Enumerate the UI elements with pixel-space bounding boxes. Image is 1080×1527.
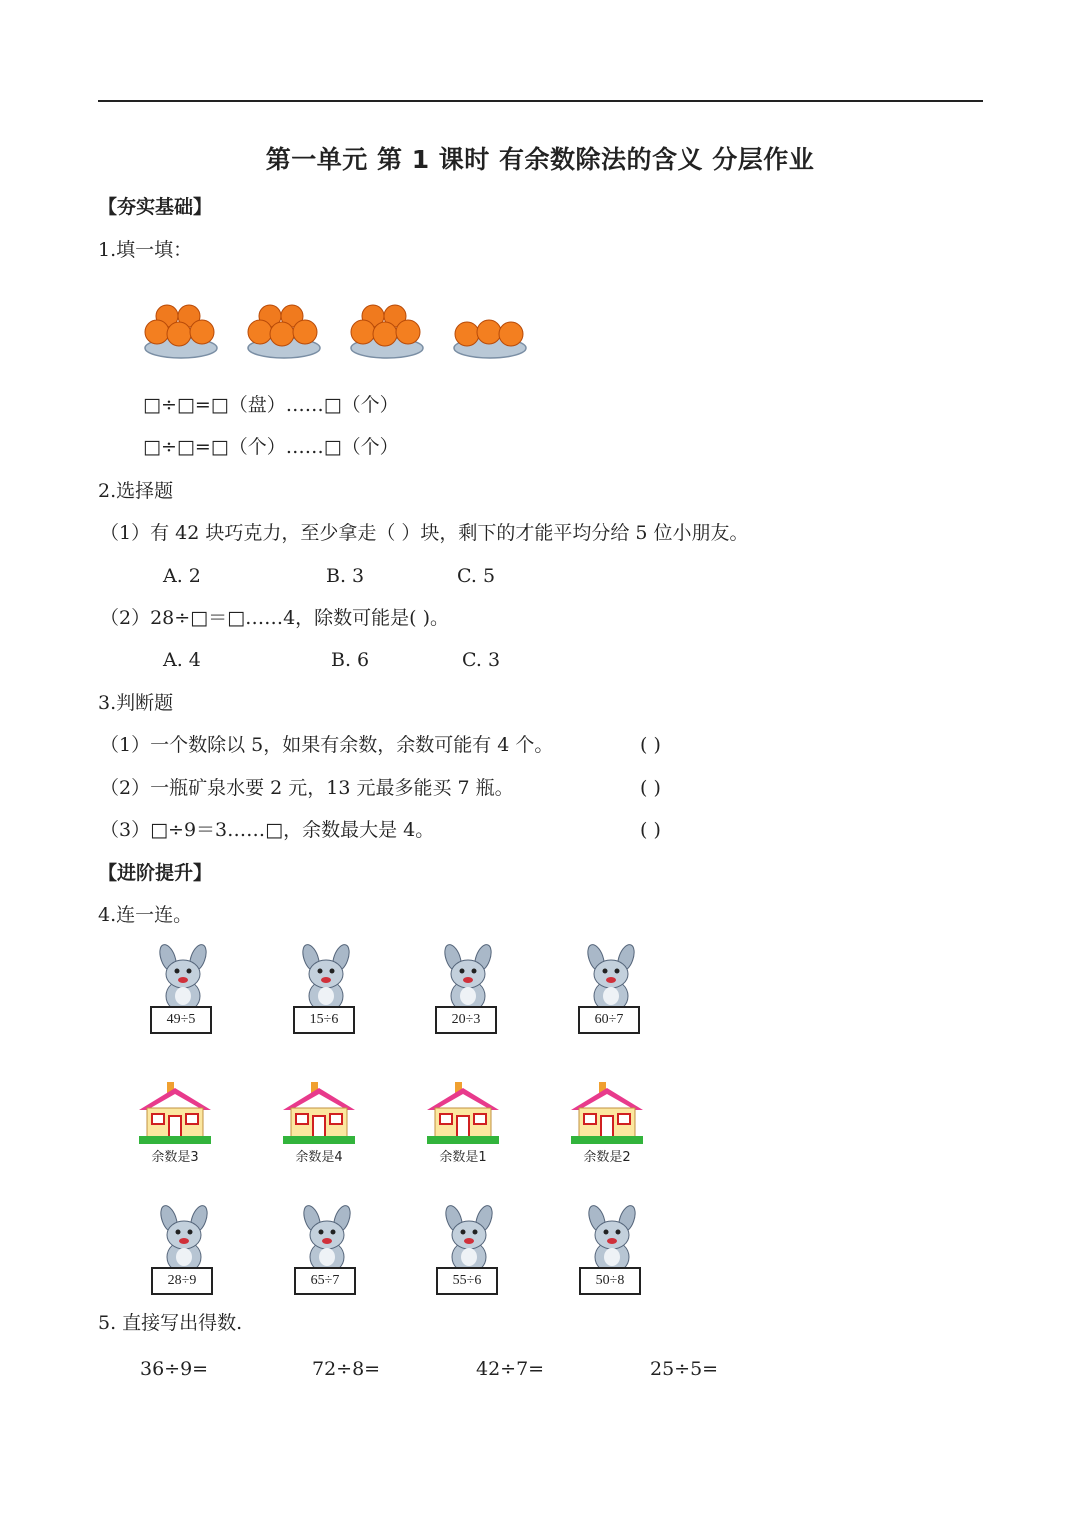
orange-plate-icon [349,296,425,362]
rabbit-card [146,944,226,1039]
division-card: 55÷6 [436,1267,498,1295]
orange-plate-icon [143,296,219,362]
fill-blank-line-1: □÷□=□（盘）……□（个） [143,394,399,416]
division-card: 15÷6 [293,1006,355,1034]
judge-item-2: （2）一瓶矿泉水要 2 元，13 元最多能买 7 瓶。 [100,777,514,799]
judge-answer-paren: ( ) [640,777,661,799]
orange-plate-icon [452,296,528,362]
fill-blank-line-2: □÷□=□（个）……□（个） [143,436,399,458]
judge-item-1: （1）一个数除以 5，如果有余数，余数可能有 4 个。 [100,734,554,756]
division-card: 50÷8 [579,1267,641,1295]
question-4-heading: 4.连一连。 [98,904,193,926]
rabbit-icon [289,944,369,1014]
house-card [425,1080,505,1172]
rabbit-icon [574,944,654,1014]
house-card [281,1080,361,1172]
option-a: A. 4 [163,649,201,671]
option-c: C. 5 [457,565,496,587]
option-b: B. 3 [326,565,365,587]
judge-answer-paren: ( ) [640,734,661,756]
calc-item: 36÷9= [140,1358,209,1380]
division-card: 28÷9 [151,1267,213,1295]
division-card: 20÷3 [435,1006,497,1034]
question-2-1-text: （1）有 42 块巧克力，至少拿走（ ）块，剩下的才能平均分给 5 位小朋友。 [100,522,749,544]
rabbit-card [290,1205,370,1300]
rabbit-icon [431,944,511,1014]
division-card: 49÷5 [150,1006,212,1034]
house-card [137,1080,217,1172]
section-heading-advanced: 【进阶提升】 [98,862,213,884]
question-1-heading: 1.填一填： [98,239,193,261]
question-2-heading: 2.选择题 [98,480,174,502]
option-a: A. 2 [163,565,201,587]
option-b: B. 6 [331,649,370,671]
calc-item: 25÷5= [650,1358,719,1380]
rabbit-card [432,1205,512,1300]
rabbit-icon [575,1205,655,1275]
house-icon [569,1080,645,1146]
rabbit-icon [147,1205,227,1275]
judge-answer-paren: ( ) [640,819,661,841]
remainder-label: 余数是2 [583,1150,631,1165]
remainder-label: 余数是4 [295,1150,343,1165]
rabbit-card [431,944,511,1039]
rabbit-icon [432,1205,512,1275]
rabbit-card [147,1205,227,1300]
option-c: C. 3 [462,649,501,671]
calc-item: 42÷7= [476,1358,545,1380]
section-heading-basic: 【夯实基础】 [98,196,213,218]
question-3-heading: 3.判断题 [98,692,174,714]
house-icon [137,1080,213,1146]
house-icon [425,1080,501,1146]
rabbit-card [575,1205,655,1300]
remainder-label: 余数是1 [439,1150,487,1165]
division-card: 60÷7 [578,1006,640,1034]
division-card: 65÷7 [294,1267,356,1295]
question-2-2-text: （2）28÷□＝□……4，除数可能是( )。 [100,607,450,629]
rabbit-card [574,944,654,1039]
question-5-heading: 5. 直接写出得数. [98,1312,243,1334]
header-rule [98,100,983,102]
remainder-label: 余数是3 [151,1150,199,1165]
judge-item-3: （3）□÷9＝3……□，余数最大是 4。 [100,819,435,841]
house-icon [281,1080,357,1146]
rabbit-icon [146,944,226,1014]
house-card [569,1080,649,1172]
orange-plate-icon [246,296,322,362]
rabbit-card [289,944,369,1039]
calc-item: 72÷8= [312,1358,381,1380]
page-title: 第一单元 第 1 课时 有余数除法的含义 分层作业 [265,145,815,174]
rabbit-icon [290,1205,370,1275]
